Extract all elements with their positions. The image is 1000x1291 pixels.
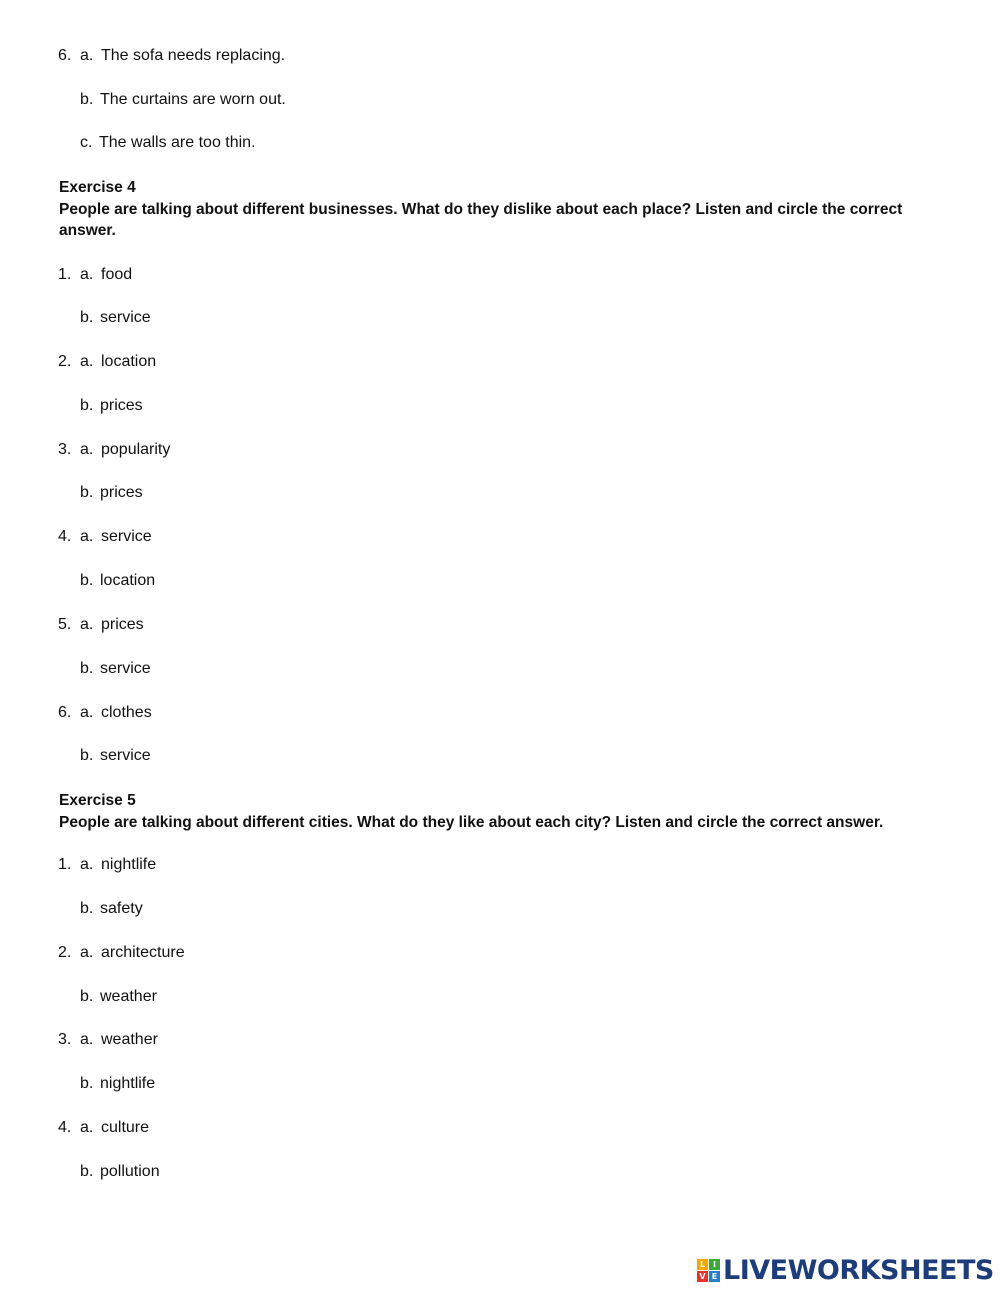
option-letter: b. xyxy=(80,1075,94,1092)
question-number: 2. xyxy=(58,944,72,961)
option-text[interactable]: service xyxy=(100,309,151,326)
question-number: 3. xyxy=(58,441,72,458)
option-text[interactable]: prices xyxy=(100,397,143,414)
option-text[interactable]: pollution xyxy=(100,1163,160,1180)
option-text[interactable]: architecture xyxy=(101,944,185,961)
liveworksheets-logo xyxy=(697,1253,994,1287)
option-letter: b. xyxy=(80,988,94,1005)
option-text[interactable]: popularity xyxy=(101,441,171,458)
exercise-instruction: People are talking about different businesses. What do they dislike about each place? Listen and circle the correct answer. xyxy=(59,200,903,239)
option-letter: a. xyxy=(80,353,94,370)
option-letter: a. xyxy=(80,528,94,545)
option-letter: a. xyxy=(80,1031,94,1048)
option-text[interactable]: food xyxy=(101,266,133,283)
option-text[interactable]: weather xyxy=(100,988,157,1005)
option-letter: b. xyxy=(80,747,94,764)
option-letter: c. xyxy=(80,134,93,151)
question-number: 6. xyxy=(58,704,72,721)
option-text[interactable]: location xyxy=(101,353,157,370)
logo-block: V xyxy=(697,1271,708,1282)
option-letter: a. xyxy=(80,47,94,64)
option-letter: a. xyxy=(80,704,94,721)
option-letter: a. xyxy=(80,856,94,873)
exercise-title: Exercise 5 xyxy=(59,792,136,809)
option-letter: a. xyxy=(80,944,94,961)
option-text[interactable]: safety xyxy=(100,900,143,917)
exercise-4-heading xyxy=(59,177,929,242)
question-number: 4. xyxy=(58,1119,72,1136)
option-text[interactable]: service xyxy=(100,660,151,677)
option-letter: b. xyxy=(80,900,94,917)
option-letter: a. xyxy=(80,441,94,458)
logo-block: L xyxy=(697,1259,708,1270)
question-number: 2. xyxy=(58,353,72,370)
logo-mark-icon xyxy=(697,1259,720,1282)
question-number: 6. xyxy=(58,47,72,64)
option-letter: b. xyxy=(80,572,94,589)
option-letter: a. xyxy=(80,1119,94,1136)
option-text[interactable]: The curtains are worn out. xyxy=(100,91,286,108)
exercise-5-heading xyxy=(59,790,929,833)
option-letter: b. xyxy=(80,91,94,108)
option-text[interactable]: service xyxy=(100,747,151,764)
option-text[interactable]: The walls are too thin. xyxy=(99,134,256,151)
option-letter: b. xyxy=(80,1163,94,1180)
option-text[interactable]: culture xyxy=(101,1119,150,1136)
option-text[interactable]: clothes xyxy=(101,704,152,721)
question-number: 3. xyxy=(58,1031,72,1048)
logo-text: LIVEWORKSHEETS xyxy=(723,1254,994,1286)
exercise-title: Exercise 4 xyxy=(59,179,136,196)
option-text[interactable]: nightlife xyxy=(101,856,157,873)
option-text[interactable]: prices xyxy=(100,484,143,501)
option-text[interactable]: prices xyxy=(101,616,144,633)
question-number: 5. xyxy=(58,616,72,633)
exercise-instruction: People are talking about different cities. What do they like about each city? Listen and circle the correct answer. xyxy=(59,813,884,831)
logo-block: I xyxy=(709,1259,720,1270)
option-text[interactable]: location xyxy=(100,572,156,589)
logo-block: E xyxy=(709,1271,720,1282)
option-letter: b. xyxy=(80,484,94,501)
question-number: 1. xyxy=(58,266,72,283)
option-text[interactable]: nightlife xyxy=(100,1075,156,1092)
option-text[interactable]: service xyxy=(101,528,152,545)
option-text[interactable]: The sofa needs replacing. xyxy=(101,47,286,64)
option-letter: b. xyxy=(80,397,94,414)
option-letter: a. xyxy=(80,266,94,283)
option-letter: b. xyxy=(80,660,94,677)
question-number: 1. xyxy=(58,856,72,873)
question-number: 4. xyxy=(58,528,72,545)
option-text[interactable]: weather xyxy=(101,1031,158,1048)
option-letter: a. xyxy=(80,616,94,633)
option-letter: b. xyxy=(80,309,94,326)
